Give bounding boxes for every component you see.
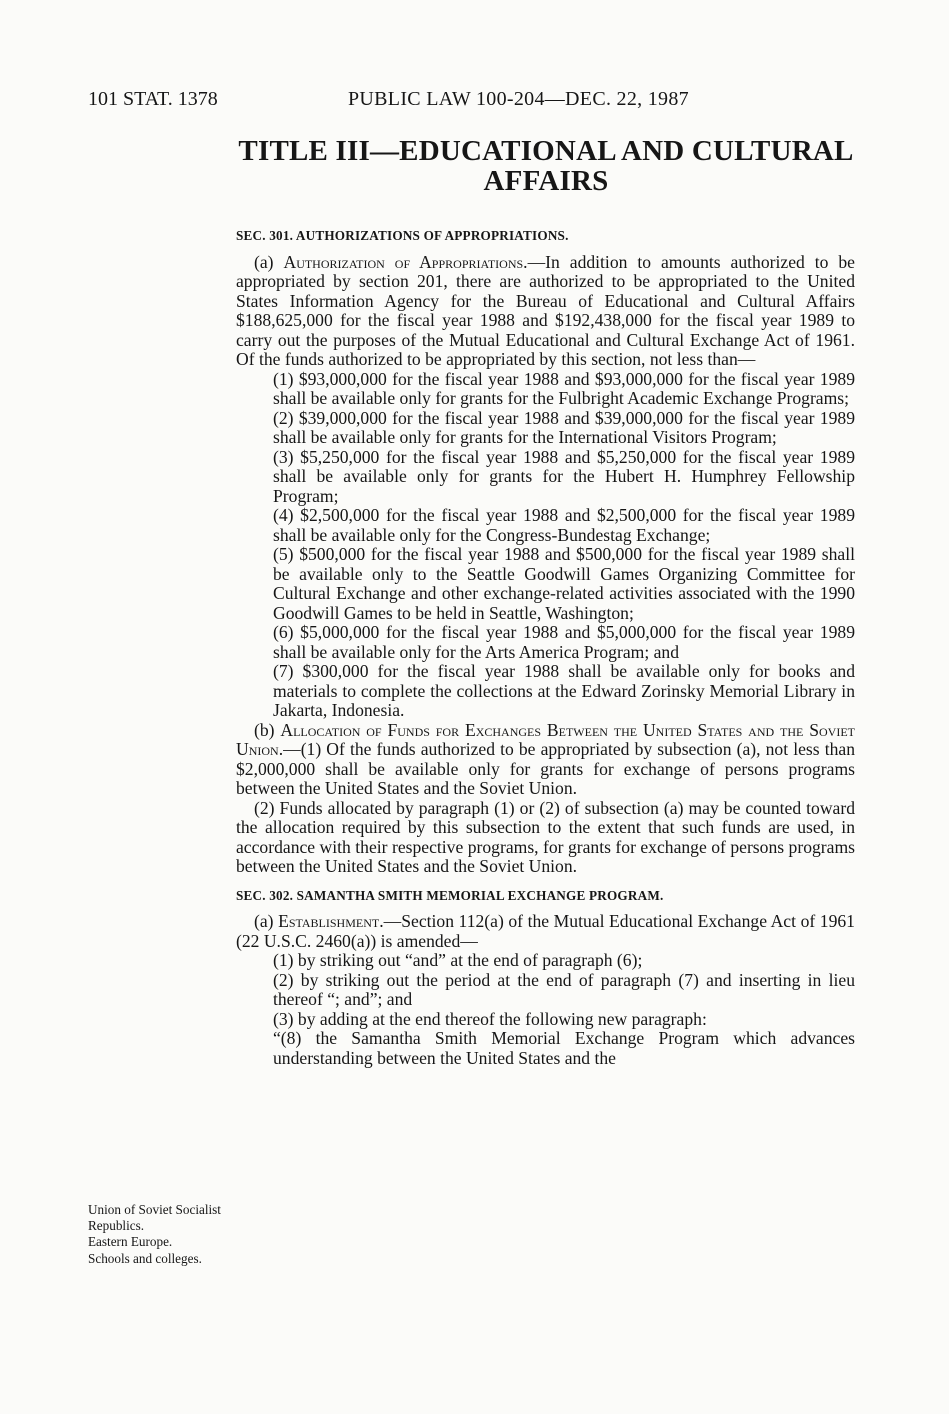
list-item: (1) by striking out “and” at the end of paragraph (6); <box>273 950 643 970</box>
list-item: (2) by striking out the period at the end of paragraph (7) and inserting in lieu thereof “; and”; and <box>273 969 855 1009</box>
margin-notes <box>88 1202 228 1267</box>
list-item: (1) $93,000,000 for the fiscal year 1988 and $93,000,000 for the fiscal year 1989 shall be available only for grants for the Fulbright Academic Exchange Programs; <box>273 368 855 408</box>
list-item: (4) $2,500,000 for the fiscal year 1988 and $2,500,000 for the fiscal year 1989 shall be available only for the Congress-Bundestag Exchange; <box>273 505 855 545</box>
law-reference: PUBLIC LAW 100-204—DEC. 22, 1987 <box>348 88 689 110</box>
quoted-paragraph: “(8) the Samantha Smith Memorial Exchange Program which advances understanding between the United States and the <box>273 1028 855 1068</box>
list-item: (3) by adding at the end thereof the following new paragraph: <box>273 1008 707 1029</box>
subsection-caption: Establishment. <box>278 911 384 931</box>
section-301-subsection-b: (b) Allocation of Funds for Exchanges Between the United States and the Soviet Union.—(1) Of the funds authorized to be appropriated by subsection (a), not less than $2,000,000 shall be available only for grants for exchange of persons programs between the United States and the Soviet Union. <box>236 719 855 798</box>
list-item: (2) $39,000,000 for the fiscal year 1988 and $39,000,000 for the fiscal year 1989 shall be available only for grants for the International Visitors Program; <box>273 407 855 447</box>
section-301-heading: SEC. 301. AUTHORIZATIONS OF APPROPRIATIONS. <box>236 228 569 243</box>
margin-note: Eastern Europe. <box>88 1234 173 1250</box>
page-title: TITLE III—EDUCATIONAL AND CULTURAL AFFAIRS <box>238 135 854 197</box>
list-item: (7) $300,000 for the fiscal year 1988 shall be available only for books and materials to complete the collections at the Edward Zorinsky Memorial Library in Jakarta, Indonesia. <box>273 661 855 720</box>
list-item: (6) $5,000,000 for the fiscal year 1988 and $5,000,000 for the fiscal year 1989 shall be available only for the Arts America Program; and <box>273 622 855 662</box>
subsection-caption: Authorization of Appropriations. <box>283 251 528 272</box>
document-body <box>236 226 855 1068</box>
list-item: (3) $5,250,000 for the fiscal year 1988 and $5,250,000 for the fiscal year 1989 shall be available only for grants for the Hubert H. Humphrey Fellowship Program; <box>273 446 855 506</box>
margin-note: Schools and colleges. <box>88 1250 202 1266</box>
page-reference: 101 STAT. 1378 <box>88 88 218 110</box>
list-item: (5) $500,000 for the fiscal year 1988 and $500,000 for the fiscal year 1989 shall be available only to the Seattle Goodwill Games Organizing Committee for Cultural Exchange and other exchange-related activities associated with the 1990 Goodwill Games to be held in Seattle, Washington; <box>273 544 855 623</box>
section-302-heading: SEC. 302. SAMANTHA SMITH MEMORIAL EXCHANGE PROGRAM. <box>236 887 664 903</box>
running-header <box>88 88 858 112</box>
section-302-subsection-a: (a) Establishment.—Section 112(a) of the Mutual Educational Exchange Act of 1961 (22 U.S.C. 2460(a)) is amended— <box>236 911 855 951</box>
subsection-caption: Allocation of Funds for Exchanges Between the United States and the Soviet Union. <box>236 719 855 759</box>
section-301-subsection-a: (a) Authorization of Appropriations.—In addition to amounts authorized to be appropriated by section 201, there are authorized to be appropriated to the United States Information Agency for the Bureau of Educational and Cultural Affairs $188,625,000 for the fiscal year 1988 and $192,438,000 for the fiscal year 1989 to carry out the purposes of the Mutual Educational and Cultural Exchange Act of 1961. Of the funds authorized to be appropriated by this section, not less than— <box>236 251 855 369</box>
section-301-paragraph-b2: (2) Funds allocated by paragraph (1) or (2) of subsection (a) may be counted toward the allocation required by this subsection to the extent that such funds are used, in accordance with their respective programs, for grants for exchange of persons programs between the United States and the Soviet Union. <box>236 797 855 876</box>
margin-note: Union of Soviet Socialist Republics. <box>88 1202 221 1234</box>
